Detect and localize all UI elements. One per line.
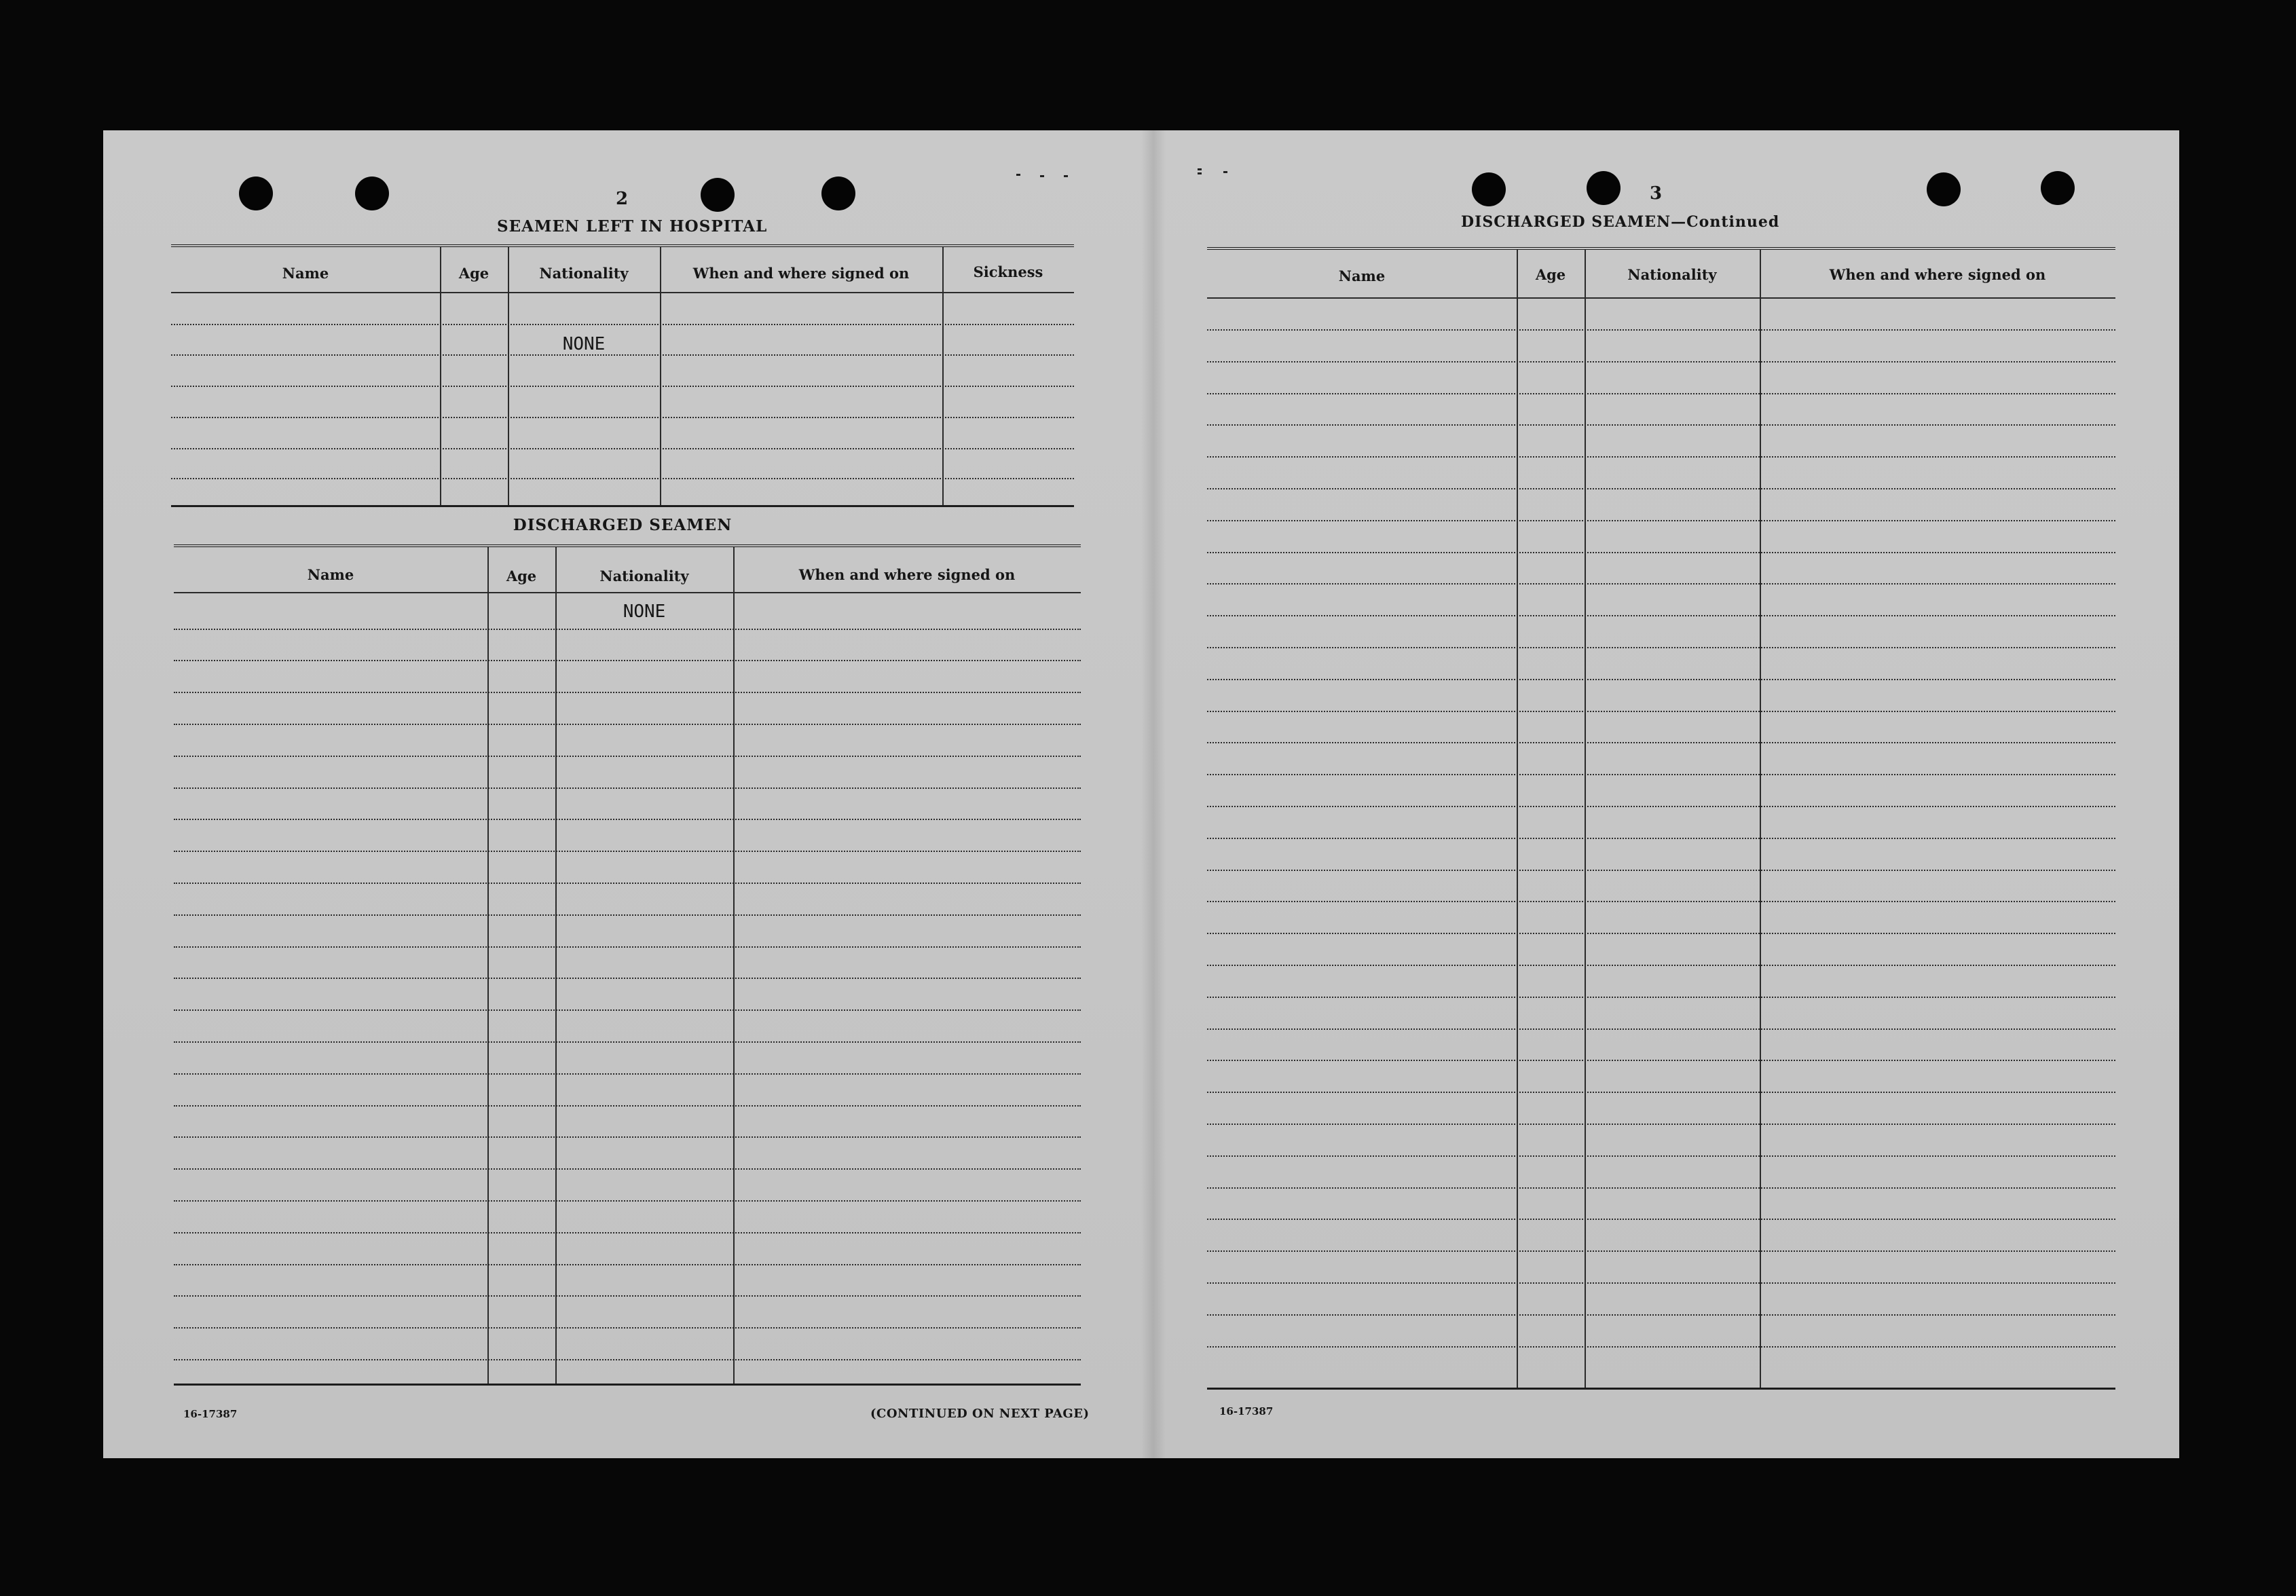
hospital-table xyxy=(171,244,1074,507)
row-rule xyxy=(174,851,1081,852)
column-header-age: Age xyxy=(458,265,489,282)
ink-speck xyxy=(1064,175,1068,177)
row-rule xyxy=(1207,456,2115,458)
row-rule xyxy=(1207,1187,2115,1189)
row-rule xyxy=(1207,393,2115,394)
row-rule xyxy=(171,448,1074,449)
ink-speck xyxy=(1016,174,1020,176)
binder-hole xyxy=(239,177,273,210)
header-rule xyxy=(174,592,1081,593)
row-rule xyxy=(1207,838,2115,839)
row-rule xyxy=(174,883,1081,884)
row-rule xyxy=(171,354,1074,356)
row-rule xyxy=(174,1009,1081,1011)
ledger-sheet xyxy=(103,130,2179,1458)
column-divider xyxy=(1517,250,1518,1388)
column-header-signed-on: When and where signed on xyxy=(692,265,910,282)
column-header-signed-on: When and where signed on xyxy=(1829,266,2046,283)
row-rule xyxy=(1207,1060,2115,1061)
row-rule xyxy=(171,478,1074,479)
row-rule xyxy=(171,417,1074,418)
row-rule xyxy=(1207,361,2115,363)
row-rule xyxy=(174,1327,1081,1329)
column-header-name: Name xyxy=(307,566,354,583)
row-rule xyxy=(1207,552,2115,553)
row-rule xyxy=(1207,424,2115,426)
row-rule xyxy=(1207,647,2115,648)
nationality-entry: NONE xyxy=(623,601,666,622)
binder-hole xyxy=(821,177,855,210)
row-rule xyxy=(174,819,1081,820)
row-rule xyxy=(1207,1346,2115,1348)
row-rule xyxy=(1207,965,2115,966)
row-rule xyxy=(1207,615,2115,616)
binder-hole xyxy=(2041,171,2075,205)
ink-speck xyxy=(1198,172,1202,174)
header-rule xyxy=(1207,297,2115,299)
column-divider xyxy=(1760,250,1761,1388)
section-title-discharged-continued: DISCHARGED SEAMEN—Continued xyxy=(1461,213,1780,231)
row-rule xyxy=(174,946,1081,948)
column-header-nationality: Nationality xyxy=(539,265,629,282)
row-rule xyxy=(1207,933,2115,934)
row-rule xyxy=(174,1041,1081,1043)
row-rule xyxy=(174,756,1081,757)
row-rule xyxy=(174,787,1081,789)
row-rule xyxy=(1207,806,2115,807)
row-rule xyxy=(174,1168,1081,1170)
row-rule xyxy=(1207,870,2115,871)
binder-hole xyxy=(1587,171,1621,205)
column-divider xyxy=(660,247,661,505)
header-rule xyxy=(171,292,1074,293)
row-rule xyxy=(174,1136,1081,1138)
row-rule xyxy=(1207,901,2115,902)
row-rule xyxy=(1207,774,2115,775)
binder-hole xyxy=(355,177,389,210)
ink-speck xyxy=(1198,168,1202,170)
row-rule xyxy=(174,1295,1081,1297)
row-rule xyxy=(1207,329,2115,331)
page-number: 3 xyxy=(1650,183,1663,204)
column-divider xyxy=(487,547,489,1384)
column-divider xyxy=(942,247,944,505)
discharged-continued-table xyxy=(1207,247,2115,1390)
row-rule xyxy=(1207,1092,2115,1093)
column-header-nationality: Nationality xyxy=(599,568,689,584)
page-fold xyxy=(1141,130,1166,1458)
column-divider xyxy=(555,547,557,1384)
row-rule xyxy=(1207,1124,2115,1125)
row-rule xyxy=(1207,583,2115,584)
row-rule xyxy=(1207,1028,2115,1030)
row-rule xyxy=(174,692,1081,693)
binder-hole xyxy=(1472,172,1506,206)
form-number: 16-17387 xyxy=(1219,1405,1274,1417)
row-rule xyxy=(1207,1314,2115,1316)
binder-hole xyxy=(701,178,735,212)
column-divider xyxy=(508,247,509,505)
row-rule xyxy=(1207,520,2115,521)
row-rule xyxy=(1207,997,2115,998)
column-header-name: Name xyxy=(282,265,329,282)
form-number: 16-17387 xyxy=(183,1408,238,1420)
row-rule xyxy=(174,660,1081,661)
row-rule xyxy=(1207,1282,2115,1284)
column-header-age: Age xyxy=(1535,266,1566,283)
column-header-nationality: Nationality xyxy=(1627,266,1717,283)
row-rule xyxy=(171,386,1074,387)
row-rule xyxy=(1207,488,2115,489)
column-header-name: Name xyxy=(1338,267,1386,284)
row-rule xyxy=(174,914,1081,916)
ink-speck xyxy=(1223,171,1227,173)
column-divider xyxy=(440,247,441,505)
row-rule xyxy=(174,978,1081,979)
row-rule xyxy=(174,724,1081,725)
row-rule xyxy=(174,1359,1081,1360)
row-rule xyxy=(1207,711,2115,712)
section-title-hospital: SEAMEN LEFT IN HOSPITAL xyxy=(497,217,768,236)
column-divider xyxy=(733,547,735,1384)
column-header-age: Age xyxy=(506,568,537,584)
row-rule xyxy=(174,1264,1081,1265)
row-rule xyxy=(1207,742,2115,743)
row-rule xyxy=(1207,1250,2115,1252)
row-rule xyxy=(174,629,1081,630)
row-rule xyxy=(174,1073,1081,1075)
binder-hole xyxy=(1927,172,1961,206)
row-rule xyxy=(1207,679,2115,680)
column-header-sickness: Sickness xyxy=(973,263,1043,280)
column-header-signed-on: When and where signed on xyxy=(798,566,1016,583)
column-divider xyxy=(1585,250,1586,1388)
row-rule xyxy=(174,1200,1081,1202)
row-rule xyxy=(174,1105,1081,1107)
row-rule xyxy=(171,324,1074,325)
continuation-note: (CONTINUED ON NEXT PAGE) xyxy=(870,1407,1090,1421)
nationality-entry: NONE xyxy=(562,334,606,354)
row-rule xyxy=(1207,1155,2115,1157)
row-rule xyxy=(174,1232,1081,1233)
ink-speck xyxy=(1040,175,1044,177)
discharged-table xyxy=(174,544,1081,1386)
section-title-discharged: DISCHARGED SEAMEN xyxy=(513,516,733,534)
page-number: 2 xyxy=(616,189,629,209)
row-rule xyxy=(1207,1219,2115,1220)
